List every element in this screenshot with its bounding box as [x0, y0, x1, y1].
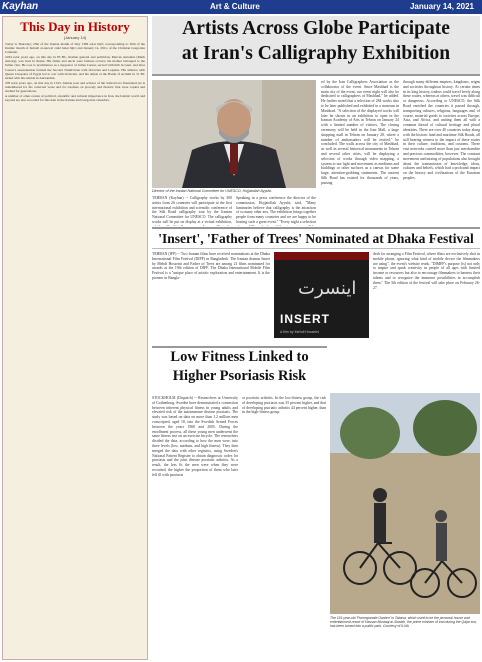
insert-headline-band — [152, 227, 480, 249]
main-headline-line2: at Iran's Calligraphy Exhibition — [181, 43, 451, 64]
poster-ribbon — [274, 252, 369, 260]
portrait-image — [152, 80, 316, 188]
poster-title: INSERT — [280, 312, 331, 326]
article-column: Speaking in a press conference the director of the commission, Hojjatollah Ayyubi, said, "Many luminaries believe that calligraphy is the attraction of so many other arts. The exhibition brings together people from many countries and we are happy to be hosting such a great event." "Every night a selection — [236, 196, 316, 224]
garden-bikers-photo — [330, 393, 480, 614]
insert-column: TEHRAN (IFP) -- Two Iranian films have received nominations at the Dhaka International Film Festival (DIFF) in Bangladesh. The Iranian dramas Insert by Mehdi Hosseini and Father of Trees are among 21 films nominated for awards at the 19th edition of DIFF. The Dhaka International Mobile Film Festival is a "unique place of artistic exploration and entertainment. It is the pioneer in Bangla- — [152, 252, 270, 280]
poster-credit: A film by Mehdi Hosseini — [280, 330, 320, 334]
poster-farsi-title: اینسرت — [298, 278, 357, 299]
header-bar — [0, 0, 482, 14]
insert-film-poster — [274, 252, 369, 338]
portrait-caption: Director of the Iranian National Committee for UNESCO, Hojjatollah Ayyubi. — [152, 189, 273, 193]
this-day-in-history-box — [2, 16, 148, 660]
health-headline-line1: Low Fitness Linked to — [170, 349, 309, 365]
photo-image — [330, 393, 480, 614]
article-column: ed by the Iran Calligraphers Association as the collaborator of the event. Since Mashhad is the main city of the event, our event night will also be dedicated to calligraphers of Mashhad," he added. He further noted that a selection of 284 works also to be later published and exhibited in a museum in Mashhad. "A selection of the displayed works will later be shown in an exhibition to open in the Iranian Academy of Arts in Tehran on January 24 with a limited number of visitors. The closing ceremony will be held in the Iran Mall, a large shopping mall in Tehran on January 28, where a number of ambassadors will be invited," he concluded. The walls across the city of Mashhad, as well as several historical monuments in Tehran and several other cities, will be displaying a selection of works through video mapping, a system to use light and movement as mediums and buildings or other surfaces as a canvas for some large, attention-grabbing statements. The ancient Silk Road has existed for thousands of years, passing — [321, 80, 399, 185]
article-column: through many different empires, kingdoms, reigns and societies throughout history. At certain times in its long history, traders could travel freely along these routes, whereas at others, travel was difficult or dangerous. According to UNESCO, the Silk Road enriched the countries it passed through, transporting cultures, religions, languages and, of course, material goods to societies across Europe, Asia, and Africa, and uniting them all with a common thread of cultural heritage and plural identities. There are over 40 countries today along with the historic land and maritime Silk Roads, all still bearing witness to the impact of these routes in their culture, traditions, and customs. These vast networks carried more than just merchandise and precious commodities, however. The constant movement and mixing of populations also brought about the transmission of knowledge, ideas, cultures and beliefs, which had a profound impact on the history and civilizations of the Eurasian peoples. — [403, 80, 480, 180]
article-column: TEHRAN (Kayhan) -- Calligraphy works by 300 artists from 26 countries will participate at the first international exhibition and scientific conference of the Silk Road calligraphy tour by the Iranian National Committee for UNESCO. The calligraphy works will be put on display at a virtual exhibition, — [152, 196, 232, 224]
health-column: STOCKHOLM (Dispatch) -- Researchers at University of Gothenburg, Sweden have demonstrated a connection between inherent physical fitness in young adults and elevated risk of the autoimmune disease psoriasis. The study was based on data on more than 1.2 million men conscripted, aged 18, into the Swedish Armed Forces between the years 1968 and 2005. During the enrollment process, all these young men underwent the same fitness test on an exercise bicycle. The researchers divided the data, according to how the men were, into three levels (low, medium, and high fitness). They then merged the data with other registers, using Sweden's National Patient Register to obtain diagnostic codes for psoriasis and the joint disease psoriatic arthritis. As a result, the less fit the men were when they were recruited, the higher the proportion of them who later fell ill with psoriasis — [152, 396, 238, 477]
history-paragraph: A number of other events of political, scientific and cultural importance in Iran, the Islamic world and beyond are also recorded for this date in the Iranian and Gregorian calendars. — [5, 94, 145, 103]
director-portrait — [152, 80, 316, 188]
health-headline-line2: Higher Psoriasis Risk — [172, 368, 307, 384]
main-headline-line1: Artists Across Globe Participate — [182, 18, 450, 39]
health-column: or psoriatic arthritis. In the low-fitness group, the risk of developing psoriasis was 35 percent higher, and that of developing psoriatic arthritis 44 percent higher, than in the high-fitness group. — [242, 396, 326, 415]
section-label: Art & Culture — [210, 2, 260, 11]
issue-date: January 14, 2021 — [409, 2, 474, 11]
history-paragraph: Today is Thursday; 25th of the Iranian month of Dey 1399 solar hijri; corresponding to 30th of the Islamic month of Jamadi al-Awwal 1442 lunar hijri; and January 14, 2021, of the Christian Gregorian Calendar. — [5, 42, 145, 55]
health-headline — [152, 346, 327, 392]
insert-headline: 'Insert', 'Father of Trees' Nominated at Dhaka Festival — [158, 231, 474, 246]
insert-column: desh for arranging a Film Festival, where films are exclusively shot in mobile phone, ignoring what kind of mobile device the filmmakers are using", the event's website reads. "DIMFF's purpose [is] not only to inspire and spark creativity in people of all ages with limited income or resources but also to encourage filmmakers to harness their talents and to recognize the immense possibilities in accomplish them." The 5th edition of the festival will take place on February 26-27. — [373, 252, 480, 290]
history-paragraph: 478 solar years ago, on this day in 1543, Iranian poet and scholar of the Safavid era flourished; he is remembered for his collected verse and for treatises on prosody and rhetoric that were copied and studied for generations. — [5, 80, 145, 94]
masthead-logo: Kayhan — [2, 1, 39, 12]
photo-caption: The 119-year-old 'Pomegranate Garden' in Tabasa, which used to be the personal house and entertainment resort of Hassan Mustaqi al-Sowlah, the prime minister of Iran during the Qajar era, has been turned into a public park. Courtesy of ILNA — [330, 616, 477, 628]
history-body — [3, 42, 147, 102]
history-subtitle: (January 14) — [63, 35, 87, 40]
history-paragraph: 2184 solar years ago, on this day in 83 BC, Roman general and politician, Marcus Antonius (Mark Antony), was born in Rome. His father and uncle were famous orators; his mother belonged to the Julian clan. He rose to prominence as a supporter of Julius Caesar, served with him in Gaul, and after Caesar's assassination formed the Second Triumvirate with Octavian and Lepidus. His alliance with Queen Cleopatra of Egypt led to war with Octavian, and his defeat at the Battle of Actium in 31 BC ended with his suicide in Alexandria. — [5, 55, 145, 80]
history-title: This Day in History — [20, 19, 130, 34]
main-headline — [152, 16, 480, 76]
